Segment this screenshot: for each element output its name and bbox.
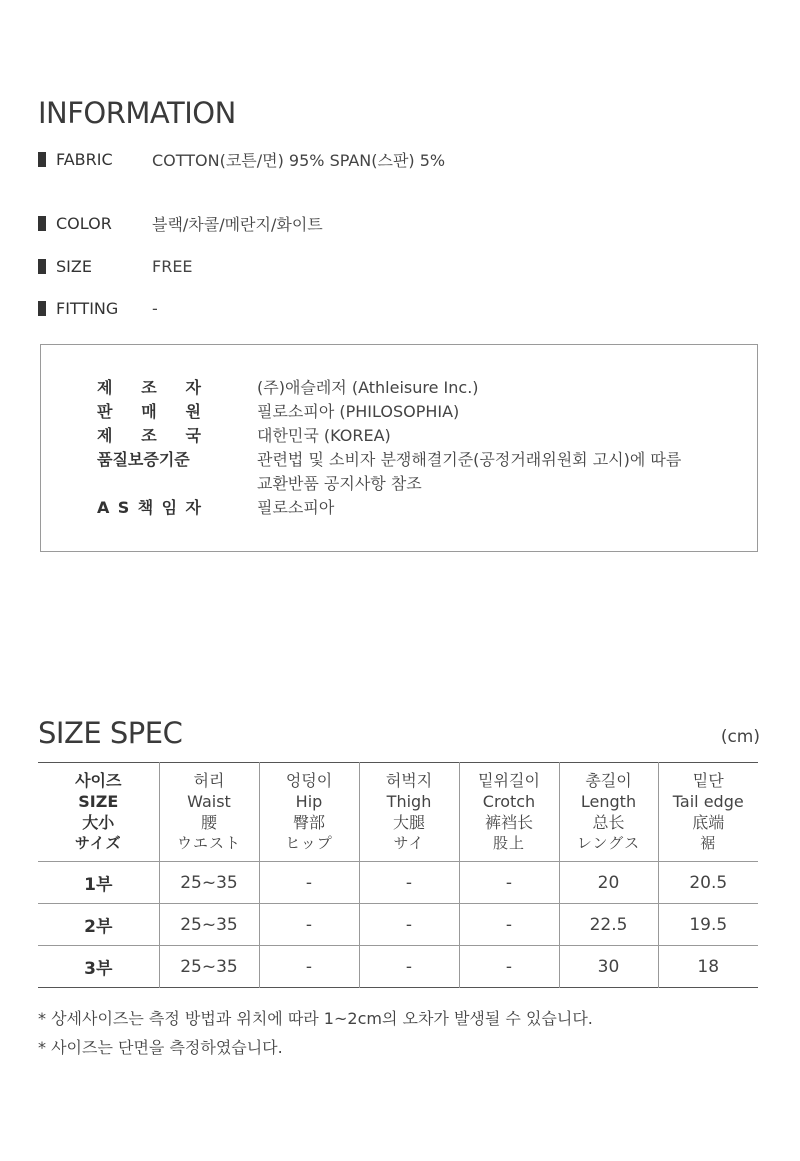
header-line: Hip	[295, 792, 323, 811]
header-line: ヒップ	[285, 834, 333, 852]
header-line: 大腿	[392, 813, 425, 832]
size-note: * 상세사이즈는 측정 방법과 위치에 따라 1~2cm의 오차가 발생될 수 있습니다.	[38, 1009, 593, 1028]
table-row	[38, 904, 758, 946]
header-line: 사이즈	[75, 771, 122, 790]
maker-label-char: 매	[141, 402, 157, 421]
header-line: Length	[580, 792, 637, 811]
header-line: 밑단	[692, 771, 724, 790]
maker-row-country	[97, 424, 737, 448]
table-cell: -	[359, 946, 459, 988]
table-row	[38, 946, 758, 988]
header-line: Thigh	[386, 792, 432, 811]
size-note: * 사이즈는 단면을 측정하였습니다.	[38, 1038, 283, 1057]
info-label: COLOR	[56, 213, 112, 233]
column-header-crotch	[459, 763, 559, 862]
header-line: 总长	[592, 813, 625, 832]
header-line: 股上	[492, 834, 525, 852]
maker-label-char: 국	[185, 426, 201, 445]
header-line: 大小	[82, 813, 115, 832]
header-line: Tail edge	[672, 792, 744, 811]
table-row	[38, 862, 758, 904]
info-label: SIZE	[56, 256, 92, 276]
info-label: FITTING	[56, 298, 119, 318]
maker-label-char: 책	[137, 498, 154, 517]
table-cell: -	[459, 904, 559, 946]
column-header-hip	[259, 763, 359, 862]
table-cell: -	[459, 862, 559, 904]
maker-value	[257, 448, 737, 496]
maker-value-line: 교환반품 공지사항 참조	[257, 474, 422, 493]
table-cell: -	[359, 862, 459, 904]
maker-row-as-manager	[97, 496, 737, 520]
table-cell: -	[259, 946, 359, 988]
table-cell: 2부	[38, 904, 159, 946]
square-bullet-icon	[38, 152, 46, 167]
table-cell: -	[359, 904, 459, 946]
table-cell: 20.5	[658, 862, 758, 904]
size-spec-table	[38, 762, 758, 988]
header-line: ウエスト	[176, 834, 241, 852]
table-cell: 30	[559, 946, 658, 988]
table-cell: 1부	[38, 862, 159, 904]
table-cell: 19.5	[658, 904, 758, 946]
square-bullet-icon	[38, 259, 46, 274]
square-bullet-icon	[38, 216, 46, 231]
maker-label	[97, 376, 257, 400]
maker-label-text: 품질보증기준	[97, 450, 190, 469]
maker-label-char: 제	[97, 378, 113, 397]
maker-label-char: 자	[185, 498, 201, 517]
info-value: 블랙/차콜/메란지/화이트	[152, 214, 323, 234]
header-line: 臀部	[292, 813, 325, 832]
info-row-fabric	[38, 147, 445, 171]
column-header-waist	[159, 763, 259, 862]
header-line: 裾	[700, 834, 717, 852]
header-line: Crotch	[482, 792, 536, 811]
table-cell: -	[459, 946, 559, 988]
maker-label-char: 임	[161, 498, 178, 517]
square-bullet-icon	[38, 301, 46, 316]
maker-label-char: 원	[185, 402, 201, 421]
header-line: サイズ	[74, 834, 122, 852]
table-cell: 3부	[38, 946, 159, 988]
table-cell: 20	[559, 862, 658, 904]
information-title: INFORMATION	[38, 96, 236, 130]
info-label: FABRIC	[56, 149, 113, 169]
column-header-tail-edge	[658, 763, 758, 862]
table-cell: 25~35	[159, 946, 259, 988]
table-cell: 25~35	[159, 862, 259, 904]
maker-label-char: A	[97, 498, 110, 517]
column-header-thigh	[359, 763, 459, 862]
maker-value-line: 관련법 및 소비자 분쟁해결기준(공정거래위원회 고시)에 따름	[257, 450, 682, 469]
column-header-length	[559, 763, 658, 862]
table-cell: 18	[658, 946, 758, 988]
maker-value: 대한민국 (KOREA)	[257, 426, 391, 445]
size-spec-unit: (cm)	[720, 727, 760, 747]
info-value: COTTON(코튼/면) 95% SPAN(스판) 5%	[152, 150, 446, 170]
info-row-size	[38, 254, 193, 278]
maker-row-quality-standard	[97, 448, 737, 496]
header-line: 허벅지	[385, 771, 433, 790]
info-row-color	[38, 211, 323, 235]
manufacturer-info-box	[40, 344, 758, 552]
maker-label-char: S	[117, 498, 130, 517]
header-line: 허리	[193, 771, 225, 790]
header-line: 裤裆长	[484, 813, 533, 832]
maker-label-char: 제	[97, 426, 113, 445]
header-line: 底端	[692, 813, 725, 832]
maker-label	[97, 400, 257, 424]
maker-label	[97, 448, 257, 496]
header-line: レングス	[576, 834, 641, 852]
header-line: Waist	[187, 792, 231, 811]
table-cell: -	[259, 862, 359, 904]
maker-label-char: 조	[141, 378, 157, 397]
header-line: 엉덩이	[285, 771, 333, 790]
maker-label-char: 조	[141, 426, 157, 445]
table-header-row	[38, 763, 758, 862]
maker-label-char: 자	[185, 378, 201, 397]
column-header-size	[38, 763, 159, 862]
maker-value: 필로소피아	[257, 498, 335, 517]
table-cell: 22.5	[559, 904, 658, 946]
table-cell: 25~35	[159, 904, 259, 946]
header-line: 총길이	[585, 771, 632, 790]
header-line: サイ	[393, 834, 425, 852]
size-spec-title: SIZE SPEC	[38, 716, 183, 750]
maker-value: (주)애슬레저 (Athleisure Inc.)	[257, 378, 479, 397]
table-cell: -	[259, 904, 359, 946]
maker-label	[97, 496, 257, 520]
header-line: SIZE	[78, 792, 119, 811]
info-row-fitting	[38, 296, 158, 320]
maker-label-char: 판	[97, 402, 113, 421]
maker-row-manufacturer	[97, 376, 737, 400]
maker-label	[97, 424, 257, 448]
maker-value: 필로소피아 (PHILOSOPHIA)	[257, 402, 460, 421]
maker-row-seller	[97, 400, 737, 424]
header-line: 腰	[200, 813, 217, 832]
info-value: -	[152, 298, 158, 318]
info-value: FREE	[152, 256, 193, 276]
header-line: 밑위길이	[478, 771, 540, 790]
